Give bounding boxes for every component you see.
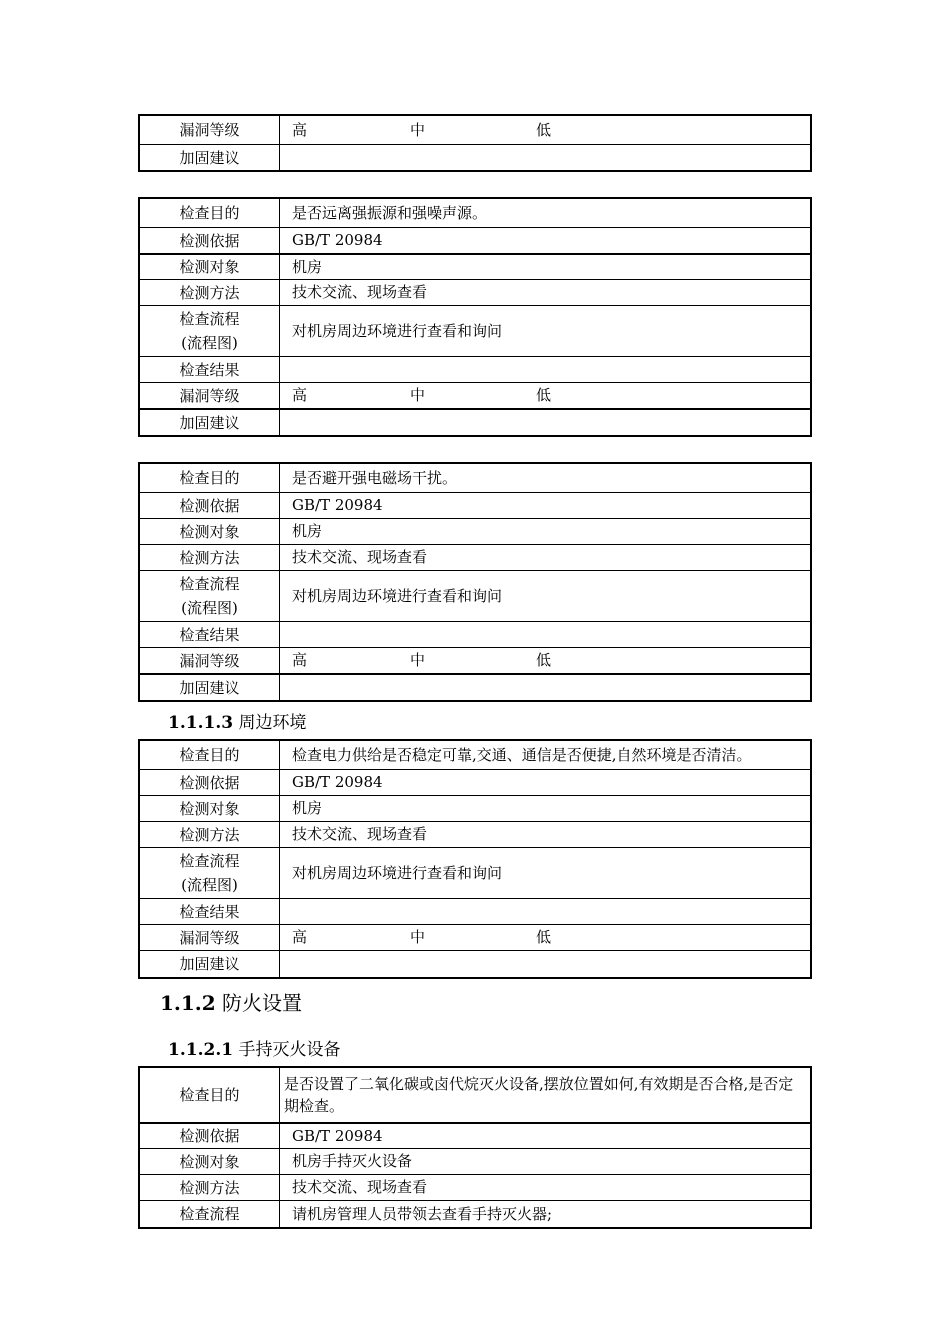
table-vibration-noise: [138, 197, 812, 437]
value-method: 技术交流、现场查看: [292, 825, 428, 843]
label-object: 检测对象: [140, 255, 280, 279]
heading-text: 防火设置: [222, 991, 303, 1015]
label-result: 检查结果: [140, 622, 280, 647]
label-flow-line2: (流程图): [181, 876, 238, 894]
level-high: 高: [292, 651, 308, 669]
level-low: 低: [536, 386, 552, 404]
value-advice: [280, 675, 810, 700]
label-purpose: 检查目的: [140, 1068, 280, 1122]
value-advice: [280, 410, 810, 435]
value-basis: GB/T 20984: [292, 231, 383, 249]
label-flow: [140, 571, 280, 621]
level-high: 高: [292, 928, 308, 946]
row-level: [140, 647, 810, 673]
label-basis: 检测依据: [140, 228, 280, 253]
label-purpose: 检查目的: [140, 741, 280, 769]
section-heading-1113: [168, 708, 306, 733]
value-method: 技术交流、现场查看: [292, 283, 428, 301]
label-object: 检测对象: [140, 1149, 280, 1174]
heading-text: 周边环境: [238, 713, 307, 733]
value-method: 技术交流、现场查看: [292, 548, 428, 566]
row-result: [140, 621, 810, 647]
value-purpose: 是否设置了二氧化碳或卤代烷灭火设备,摆放位置如何,有效期是否合格,是否定期检查。: [284, 1075, 794, 1115]
level-options: [280, 648, 810, 673]
level-low: 低: [536, 928, 552, 946]
row-method: [140, 821, 810, 847]
row-flow: [140, 570, 810, 621]
level-mid: 中: [410, 120, 426, 139]
row-purpose: [140, 199, 810, 227]
row-basis: [140, 492, 810, 518]
level-low: 低: [536, 120, 552, 139]
row-flow: [140, 1200, 810, 1227]
level-options: [280, 116, 810, 144]
level-options: [280, 383, 810, 408]
value-flow: 请机房管理人员带领去查看手持灭火器;: [292, 1204, 553, 1223]
value-purpose: 是否避开强电磁场干扰。: [292, 468, 458, 487]
row-result: [140, 356, 810, 382]
row-purpose: [140, 464, 810, 492]
heading-number: 1.1.2: [160, 991, 216, 1015]
row-flow: [140, 847, 810, 898]
label-result: 检查结果: [140, 899, 280, 924]
label-level: 漏洞等级: [140, 116, 280, 144]
value-result: [280, 899, 810, 924]
row-method: [140, 544, 810, 570]
row-method: [140, 1174, 810, 1200]
label-method: 检测方法: [140, 1175, 280, 1200]
row-advice: [140, 408, 810, 435]
label-level: 漏洞等级: [140, 925, 280, 950]
level-low: 低: [536, 651, 552, 669]
value-result: [280, 622, 810, 647]
label-object: 检测对象: [140, 519, 280, 544]
value-object: 机房手持灭火设备: [292, 1152, 413, 1170]
label-method: 检测方法: [140, 822, 280, 847]
section-heading-112: [160, 987, 302, 1016]
table-electromagnetic: [138, 462, 812, 702]
label-flow: [140, 306, 280, 356]
level-mid: 中: [410, 928, 426, 946]
row-advice: [140, 144, 810, 170]
row-purpose: [140, 1068, 810, 1122]
row-level: [140, 116, 810, 144]
value-result: [280, 357, 810, 382]
row-flow: [140, 305, 810, 356]
value-purpose: 是否远离强振源和强噪声源。: [292, 203, 488, 222]
heading-number: 1.1.2.1: [168, 1040, 234, 1060]
label-method: 检测方法: [140, 545, 280, 570]
value-object: 机房: [292, 257, 323, 276]
value-advice: [280, 951, 810, 977]
value-advice: [280, 145, 810, 170]
value-basis: GB/T 20984: [292, 1126, 383, 1145]
label-purpose: 检查目的: [140, 199, 280, 227]
row-advice: [140, 950, 810, 977]
label-flow-line2: (流程图): [181, 334, 238, 352]
row-basis: [140, 227, 810, 253]
value-purpose: 检查电力供给是否稳定可靠,交通、通信是否便捷,自然环境是否清洁。: [292, 745, 752, 764]
value-flow: 对机房周边环境进行查看和询问: [292, 863, 503, 882]
label-flow-line1: 检查流程: [179, 852, 240, 870]
row-result: [140, 898, 810, 924]
row-basis: [140, 769, 810, 795]
section-heading-1121: [168, 1035, 340, 1060]
label-flow-line1: 检查流程: [179, 575, 240, 593]
heading-number: 1.1.1.3: [168, 713, 234, 733]
value-object: 机房: [292, 522, 323, 540]
label-flow: 检查流程: [140, 1201, 280, 1227]
label-flow: [140, 848, 280, 898]
level-mid: 中: [410, 386, 426, 404]
row-level: [140, 924, 810, 950]
table-partial-top: [138, 114, 812, 172]
row-object: [140, 795, 810, 821]
row-object: [140, 518, 810, 544]
value-basis: GB/T 20984: [292, 496, 383, 514]
label-flow-line2: (流程图): [181, 599, 238, 617]
label-object: 检测对象: [140, 796, 280, 821]
label-advice: 加固建议: [140, 145, 280, 170]
row-level: [140, 382, 810, 408]
row-purpose: [140, 741, 810, 769]
label-level: 漏洞等级: [140, 648, 280, 673]
label-basis: 检测依据: [140, 770, 280, 795]
heading-text: 手持灭火设备: [238, 1040, 341, 1060]
table-surroundings: [138, 739, 812, 979]
level-options: [280, 925, 810, 950]
value-flow: 对机房周边环境进行查看和询问: [292, 321, 503, 340]
label-method: 检测方法: [140, 280, 280, 305]
table-handheld-extinguisher: [138, 1066, 812, 1229]
row-method: [140, 279, 810, 305]
row-object: [140, 253, 810, 279]
label-purpose: 检查目的: [140, 464, 280, 492]
label-basis: 检测依据: [140, 1124, 280, 1148]
row-advice: [140, 673, 810, 700]
label-advice: 加固建议: [140, 675, 280, 700]
level-mid: 中: [410, 651, 426, 669]
level-high: 高: [292, 386, 308, 404]
value-method: 技术交流、现场查看: [292, 1178, 428, 1196]
value-basis: GB/T 20984: [292, 773, 383, 791]
label-basis: 检测依据: [140, 493, 280, 518]
label-result: 检查结果: [140, 357, 280, 382]
level-high: 高: [292, 120, 308, 139]
value-object: 机房: [292, 799, 323, 817]
row-basis: [140, 1122, 810, 1148]
label-advice: 加固建议: [140, 951, 280, 977]
label-level: 漏洞等级: [140, 383, 280, 408]
row-object: [140, 1148, 810, 1174]
label-advice: 加固建议: [140, 410, 280, 435]
value-flow: 对机房周边环境进行查看和询问: [292, 586, 503, 605]
label-flow-line1: 检查流程: [179, 310, 240, 328]
